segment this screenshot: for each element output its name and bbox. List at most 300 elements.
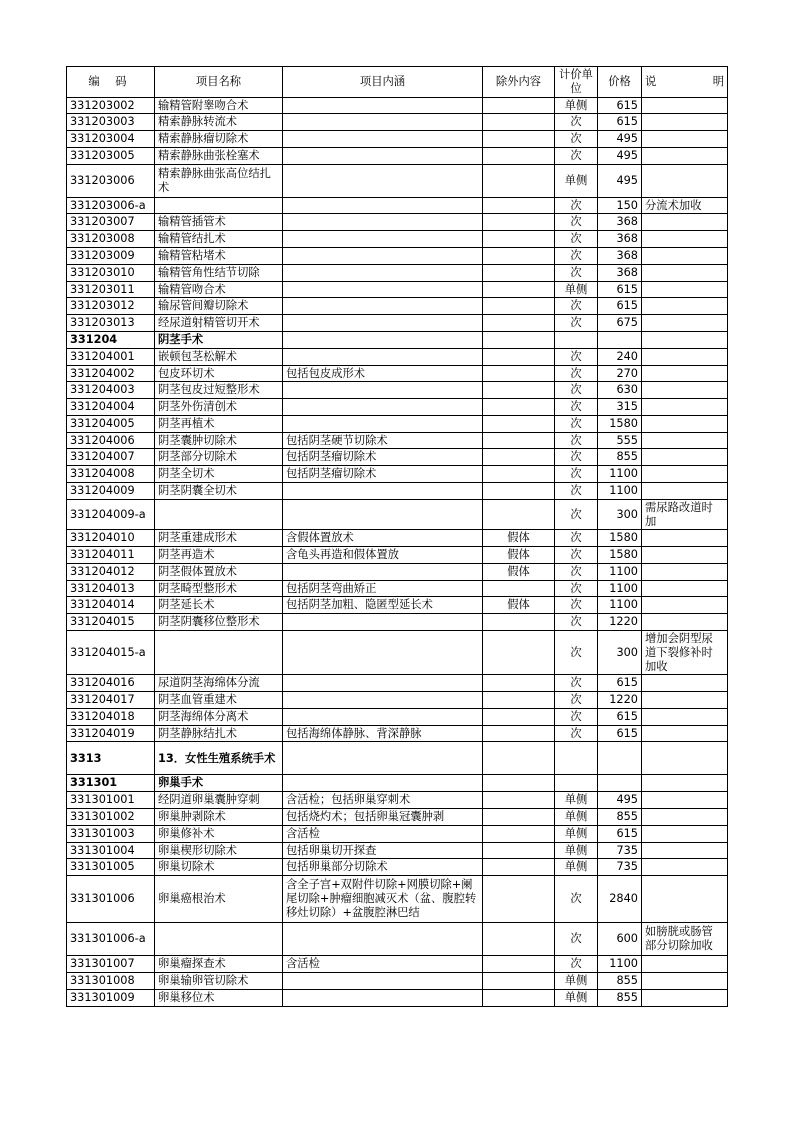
cell-unit: 次 [555, 248, 598, 265]
cell-exclusion [483, 499, 555, 530]
cell-note [642, 989, 728, 1006]
cell-code: 331203013 [67, 315, 155, 332]
cell-connotation: 包括烧灼术；包括卵巢冠囊肿剥 [283, 809, 483, 826]
cell-exclusion [483, 114, 555, 131]
header-unit: 计价单位 [555, 67, 598, 98]
cell-price: 615 [598, 97, 642, 114]
cell-note [642, 348, 728, 365]
header-connotation: 项目内涵 [283, 67, 483, 98]
cell-exclusion: 假体 [483, 563, 555, 580]
cell-code: 331204011 [67, 547, 155, 564]
cell-code: 331301001 [67, 792, 155, 809]
cell-exclusion [483, 466, 555, 483]
cell-connotation: 包括阴茎瘤切除术 [283, 466, 483, 483]
cell-connotation [283, 298, 483, 315]
cell-note [642, 331, 728, 348]
cell-price: 150 [598, 197, 642, 214]
cell-note [642, 809, 728, 826]
cell-code: 331301003 [67, 825, 155, 842]
cell-unit: 次 [555, 415, 598, 432]
cell-connotation: 含活检 [283, 825, 483, 842]
cell-unit: 次 [555, 956, 598, 973]
cell-connotation [283, 97, 483, 114]
table-row [67, 315, 728, 332]
cell-connotation [283, 923, 483, 956]
cell-exclusion [483, 331, 555, 348]
cell-unit: 次 [555, 923, 598, 956]
cell-exclusion [483, 614, 555, 631]
cell-price [598, 331, 642, 348]
cell-connotation [283, 147, 483, 164]
cell-exclusion [483, 859, 555, 876]
cell-exclusion [483, 231, 555, 248]
cell-note: 分流术加收 [642, 197, 728, 214]
cell-unit: 次 [555, 499, 598, 530]
cell-unit: 次 [555, 580, 598, 597]
cell-name: 经阴道卵巢囊肿穿刺 [155, 792, 283, 809]
cell-name: 阴茎延长术 [155, 597, 283, 614]
cell-name: 13．女性生殖系统手术 [155, 742, 283, 775]
table-row [67, 197, 728, 214]
table-row [67, 331, 728, 348]
cell-name: 卵巢肿剥除术 [155, 809, 283, 826]
cell-unit: 单侧 [555, 989, 598, 1006]
table-row [67, 708, 728, 725]
header-note-right: 明 [712, 74, 724, 88]
cell-code: 331204014 [67, 597, 155, 614]
cell-unit: 单侧 [555, 281, 598, 298]
cell-unit [555, 742, 598, 775]
cell-connotation [283, 264, 483, 281]
cell-name: 阴茎包皮过短整形术 [155, 382, 283, 399]
cell-code: 331204015 [67, 614, 155, 631]
cell-code: 331204019 [67, 725, 155, 742]
cell-name: 输精管插管术 [155, 214, 283, 231]
cell-name: 阴茎海绵体分离术 [155, 708, 283, 725]
cell-name: 精索静脉瘤切除术 [155, 131, 283, 148]
cell-unit: 次 [555, 298, 598, 315]
table-row [67, 742, 728, 775]
cell-unit: 次 [555, 482, 598, 499]
cell-code: 331204016 [67, 675, 155, 692]
cell-price: 555 [598, 432, 642, 449]
cell-exclusion: 假体 [483, 530, 555, 547]
cell-exclusion [483, 989, 555, 1006]
cell-price: 615 [598, 825, 642, 842]
cell-name: 阴茎再植术 [155, 415, 283, 432]
table-row [67, 97, 728, 114]
table-row [67, 298, 728, 315]
cell-price [598, 775, 642, 792]
cell-code: 331204005 [67, 415, 155, 432]
cell-unit: 单侧 [555, 97, 598, 114]
cell-code: 331204006 [67, 432, 155, 449]
header-row [67, 67, 728, 98]
cell-price: 495 [598, 147, 642, 164]
cell-code: 331203010 [67, 264, 155, 281]
cell-connotation: 含活检；包括卵巢穿刺术 [283, 792, 483, 809]
cell-price: 368 [598, 248, 642, 265]
cell-exclusion: 假体 [483, 547, 555, 564]
cell-exclusion [483, 449, 555, 466]
cell-connotation: 包括卵巢部分切除术 [283, 859, 483, 876]
cell-connotation [283, 114, 483, 131]
cell-price: 1100 [598, 956, 642, 973]
table-row [67, 499, 728, 530]
cell-price: 1220 [598, 614, 642, 631]
cell-code: 331204009-a [67, 499, 155, 530]
cell-unit: 次 [555, 197, 598, 214]
cell-name: 阴茎手术 [155, 331, 283, 348]
cell-name: 卵巢输卵管切除术 [155, 972, 283, 989]
cell-unit: 次 [555, 114, 598, 131]
cell-price: 735 [598, 842, 642, 859]
cell-name: 尿道阴茎海绵体分流 [155, 675, 283, 692]
cell-exclusion [483, 281, 555, 298]
cell-note [642, 530, 728, 547]
cell-unit: 单侧 [555, 825, 598, 842]
table-row [67, 147, 728, 164]
cell-connotation: 包括卵巢切开探查 [283, 842, 483, 859]
cell-price: 240 [598, 348, 642, 365]
cell-connotation [283, 742, 483, 775]
cell-price: 495 [598, 131, 642, 148]
table-row [67, 547, 728, 564]
cell-note [642, 264, 728, 281]
cell-price: 1580 [598, 547, 642, 564]
cell-name [155, 631, 283, 675]
table-row [67, 842, 728, 859]
cell-unit: 次 [555, 131, 598, 148]
cell-unit: 次 [555, 264, 598, 281]
table-row [67, 214, 728, 231]
table-row [67, 972, 728, 989]
cell-price: 1580 [598, 415, 642, 432]
cell-note [642, 248, 728, 265]
cell-name: 阴茎阴囊全切术 [155, 482, 283, 499]
cell-unit: 次 [555, 365, 598, 382]
cell-unit: 次 [555, 214, 598, 231]
table-row [67, 631, 728, 675]
cell-name: 精索静脉曲张栓塞术 [155, 147, 283, 164]
cell-note [642, 825, 728, 842]
cell-code: 331204013 [67, 580, 155, 597]
cell-exclusion [483, 725, 555, 742]
cell-code: 331204015-a [67, 631, 155, 675]
cell-note [642, 449, 728, 466]
header-code: 编 码 [67, 67, 155, 98]
cell-exclusion [483, 164, 555, 197]
cell-note [642, 315, 728, 332]
cell-note [642, 432, 728, 449]
cell-code: 3313 [67, 742, 155, 775]
table-row [67, 248, 728, 265]
cell-price: 300 [598, 631, 642, 675]
cell-connotation [283, 131, 483, 148]
cell-note [642, 580, 728, 597]
cell-exclusion [483, 876, 555, 923]
cell-note [642, 956, 728, 973]
cell-unit: 次 [555, 692, 598, 709]
cell-name [155, 923, 283, 956]
table-row [67, 415, 728, 432]
cell-price: 1580 [598, 530, 642, 547]
cell-unit: 次 [555, 675, 598, 692]
table-row [67, 231, 728, 248]
cell-note [642, 792, 728, 809]
table-row [67, 466, 728, 483]
cell-connotation: 含龟头再造和假体置放 [283, 547, 483, 564]
cell-price: 600 [598, 923, 642, 956]
cell-note [642, 692, 728, 709]
cell-code: 331204018 [67, 708, 155, 725]
cell-connotation [283, 315, 483, 332]
cell-connotation [283, 348, 483, 365]
table-row [67, 989, 728, 1006]
cell-connotation: 包括阴茎弯曲矫正 [283, 580, 483, 597]
cell-connotation [283, 972, 483, 989]
cell-note [642, 725, 728, 742]
cell-code: 331204002 [67, 365, 155, 382]
table-row [67, 859, 728, 876]
cell-price: 1100 [598, 482, 642, 499]
cell-name: 包皮环切术 [155, 365, 283, 382]
header-note-left: 说 [645, 74, 657, 88]
cell-exclusion [483, 382, 555, 399]
cell-unit [555, 775, 598, 792]
cell-code: 331203007 [67, 214, 155, 231]
table-row [67, 482, 728, 499]
cell-unit: 次 [555, 147, 598, 164]
cell-unit: 次 [555, 449, 598, 466]
table-row [67, 775, 728, 792]
cell-price: 615 [598, 708, 642, 725]
cell-unit: 单侧 [555, 859, 598, 876]
cell-name: 阴茎部分切除术 [155, 449, 283, 466]
cell-unit [555, 331, 598, 348]
cell-price: 1100 [598, 597, 642, 614]
cell-connotation [283, 281, 483, 298]
cell-price: 855 [598, 972, 642, 989]
cell-note [642, 399, 728, 416]
cell-unit: 次 [555, 614, 598, 631]
cell-note [642, 231, 728, 248]
cell-connotation [283, 164, 483, 197]
cell-name: 阴茎畸型整形术 [155, 580, 283, 597]
cell-name: 阴茎全切术 [155, 466, 283, 483]
cell-note [642, 563, 728, 580]
cell-price [598, 742, 642, 775]
cell-note: 需尿路改道时加 [642, 499, 728, 530]
cell-code: 331203006 [67, 164, 155, 197]
cell-exclusion [483, 365, 555, 382]
cell-name: 卵巢癌根治术 [155, 876, 283, 923]
cell-price: 735 [598, 859, 642, 876]
cell-code: 331301009 [67, 989, 155, 1006]
cell-code: 331203005 [67, 147, 155, 164]
cell-code: 331203009 [67, 248, 155, 265]
cell-code: 331204012 [67, 563, 155, 580]
cell-unit: 次 [555, 631, 598, 675]
cell-code: 331204017 [67, 692, 155, 709]
cell-exclusion [483, 482, 555, 499]
cell-note [642, 147, 728, 164]
cell-exclusion [483, 956, 555, 973]
cell-price: 675 [598, 315, 642, 332]
cell-name [155, 197, 283, 214]
cell-connotation: 包括海绵体静脉、背深静脉 [283, 725, 483, 742]
cell-exclusion [483, 972, 555, 989]
cell-connotation: 含全子宫+双附件切除+网膜切除+阑尾切除+肿瘤细胞减灭术（盆、腹腔转移灶切除）+盆腹腔淋巴结 [283, 876, 483, 923]
table-body [67, 97, 728, 1006]
header-name: 项目名称 [155, 67, 283, 98]
cell-price: 495 [598, 792, 642, 809]
cell-connotation [283, 197, 483, 214]
cell-connotation [283, 692, 483, 709]
cell-exclusion [483, 809, 555, 826]
cell-name: 阴茎外伤清创术 [155, 399, 283, 416]
cell-exclusion [483, 923, 555, 956]
cell-unit: 单侧 [555, 164, 598, 197]
cell-price: 615 [598, 298, 642, 315]
table-row [67, 876, 728, 923]
cell-unit: 次 [555, 530, 598, 547]
cell-unit: 单侧 [555, 842, 598, 859]
cell-exclusion [483, 131, 555, 148]
cell-name: 阴茎再造术 [155, 547, 283, 564]
cell-price: 615 [598, 114, 642, 131]
table-row [67, 725, 728, 742]
cell-unit: 次 [555, 876, 598, 923]
cell-note [642, 547, 728, 564]
cell-unit: 次 [555, 547, 598, 564]
cell-exclusion [483, 708, 555, 725]
cell-price: 855 [598, 989, 642, 1006]
cell-price: 2840 [598, 876, 642, 923]
cell-price: 300 [598, 499, 642, 530]
cell-code: 331203002 [67, 97, 155, 114]
cell-exclusion [483, 580, 555, 597]
cell-price: 270 [598, 365, 642, 382]
table-row [67, 114, 728, 131]
cell-note [642, 131, 728, 148]
table-row [67, 580, 728, 597]
table-row [67, 563, 728, 580]
cell-connotation [283, 482, 483, 499]
table-row [67, 956, 728, 973]
cell-connotation: 包括包皮成形术 [283, 365, 483, 382]
cell-exclusion [483, 197, 555, 214]
cell-name: 卵巢切除术 [155, 859, 283, 876]
table-row [67, 131, 728, 148]
cell-unit: 次 [555, 708, 598, 725]
cell-note [642, 214, 728, 231]
cell-name: 阴茎静脉结扎术 [155, 725, 283, 742]
cell-note [642, 675, 728, 692]
cell-price: 1100 [598, 466, 642, 483]
cell-price: 630 [598, 382, 642, 399]
cell-exclusion [483, 775, 555, 792]
cell-price: 368 [598, 264, 642, 281]
table-row [67, 281, 728, 298]
cell-connotation [283, 415, 483, 432]
cell-exclusion [483, 97, 555, 114]
cell-code: 331301007 [67, 956, 155, 973]
cell-name: 阴茎血管重建术 [155, 692, 283, 709]
cell-note [642, 482, 728, 499]
table-row [67, 614, 728, 631]
header-note [642, 67, 728, 98]
cell-code: 331203006-a [67, 197, 155, 214]
cell-name: 卵巢瘤探查术 [155, 956, 283, 973]
cell-code: 331203011 [67, 281, 155, 298]
cell-code: 331203008 [67, 231, 155, 248]
cell-note [642, 742, 728, 775]
cell-code: 331203012 [67, 298, 155, 315]
cell-note [642, 365, 728, 382]
cell-connotation [283, 775, 483, 792]
cell-price: 368 [598, 214, 642, 231]
cell-note: 增加会阴型尿道下裂修补时加收 [642, 631, 728, 675]
table-header [67, 67, 728, 98]
cell-code: 331301004 [67, 842, 155, 859]
cell-unit: 单侧 [555, 809, 598, 826]
cell-note [642, 281, 728, 298]
cell-note [642, 97, 728, 114]
cell-exclusion [483, 214, 555, 231]
table-row [67, 675, 728, 692]
table-row [67, 825, 728, 842]
table-row [67, 809, 728, 826]
cell-unit: 次 [555, 399, 598, 416]
cell-exclusion [483, 432, 555, 449]
cell-note: 如膀胱或肠管部分切除加收 [642, 923, 728, 956]
cell-exclusion [483, 792, 555, 809]
cell-connotation [283, 331, 483, 348]
cell-code: 331204004 [67, 399, 155, 416]
cell-connotation [283, 631, 483, 675]
cell-connotation: 包括阴茎瘤切除术 [283, 449, 483, 466]
cell-connotation [283, 708, 483, 725]
cell-code: 331204010 [67, 530, 155, 547]
cell-name: 精索静脉曲张高位结扎术 [155, 164, 283, 197]
cell-price: 1100 [598, 563, 642, 580]
cell-note [642, 597, 728, 614]
cell-note [642, 775, 728, 792]
cell-price: 1220 [598, 692, 642, 709]
table-row [67, 164, 728, 197]
cell-code: 331301006 [67, 876, 155, 923]
cell-note [642, 415, 728, 432]
cell-exclusion [483, 147, 555, 164]
cell-note [642, 708, 728, 725]
cell-code: 331301005 [67, 859, 155, 876]
table-row [67, 792, 728, 809]
cell-code: 331204 [67, 331, 155, 348]
pricing-table [66, 66, 728, 1007]
cell-exclusion [483, 692, 555, 709]
cell-note [642, 842, 728, 859]
cell-unit: 次 [555, 315, 598, 332]
cell-name: 卵巢手术 [155, 775, 283, 792]
cell-price: 855 [598, 809, 642, 826]
cell-exclusion [483, 675, 555, 692]
cell-note [642, 876, 728, 923]
cell-connotation [283, 382, 483, 399]
cell-exclusion [483, 825, 555, 842]
cell-exclusion [483, 631, 555, 675]
cell-unit: 次 [555, 563, 598, 580]
